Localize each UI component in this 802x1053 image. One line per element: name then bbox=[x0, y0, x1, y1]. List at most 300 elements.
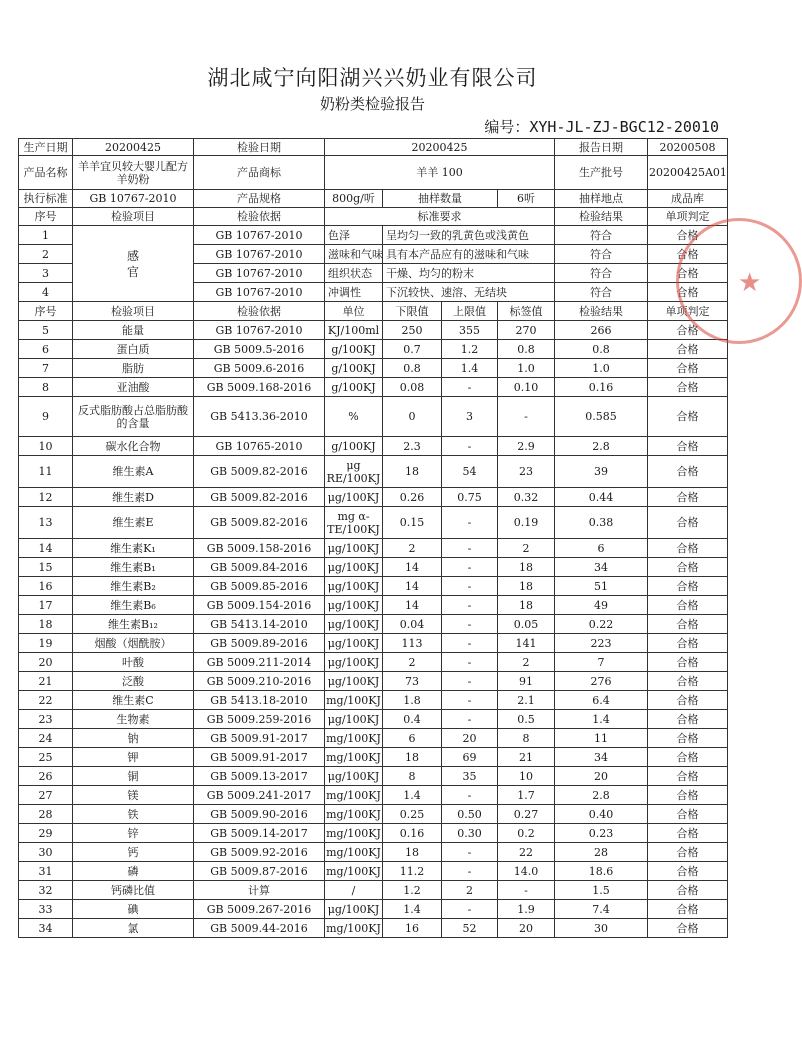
row-number: 14 bbox=[19, 539, 73, 558]
test-result: 0.22 bbox=[555, 615, 648, 634]
table-row bbox=[19, 729, 728, 748]
unit: / bbox=[325, 881, 383, 900]
test-basis: GB 5009.267-2016 bbox=[194, 900, 325, 919]
test-basis: GB 5009.91-2017 bbox=[194, 748, 325, 767]
report-title: 奶粉类检验报告 bbox=[319, 95, 425, 113]
table-row bbox=[19, 824, 728, 843]
row-number: 26 bbox=[19, 767, 73, 786]
table-row bbox=[19, 437, 728, 456]
report-date: 20200508 bbox=[648, 139, 728, 156]
table-row bbox=[19, 507, 728, 539]
judgement: 合格 bbox=[648, 767, 728, 786]
label-value: 0.2 bbox=[498, 824, 555, 843]
table-row bbox=[19, 672, 728, 691]
lower-limit: 250 bbox=[383, 321, 442, 340]
prod-date: 20200425 bbox=[73, 139, 194, 156]
row-number: 22 bbox=[19, 691, 73, 710]
table-row bbox=[19, 340, 728, 359]
test-result: 符合 bbox=[555, 226, 648, 245]
lower-limit: 14 bbox=[383, 577, 442, 596]
judgement: 合格 bbox=[648, 456, 728, 488]
row-number: 12 bbox=[19, 488, 73, 507]
row-number: 23 bbox=[19, 710, 73, 729]
unit: μg/100KJ bbox=[325, 558, 383, 577]
table-row bbox=[19, 634, 728, 653]
table-row bbox=[19, 919, 728, 938]
test-result: 0.44 bbox=[555, 488, 648, 507]
table-row bbox=[19, 748, 728, 767]
test-basis: GB 5009.87-2016 bbox=[194, 862, 325, 881]
unit: % bbox=[325, 397, 383, 437]
table-row bbox=[19, 615, 728, 634]
test-result: 51 bbox=[555, 577, 648, 596]
upper-limit: - bbox=[442, 634, 498, 653]
col-judge: 单项判定 bbox=[648, 302, 728, 321]
test-result: 11 bbox=[555, 729, 648, 748]
judgement: 合格 bbox=[648, 359, 728, 378]
col-no: 序号 bbox=[19, 302, 73, 321]
test-result: 2.8 bbox=[555, 437, 648, 456]
unit: mg/100KJ bbox=[325, 786, 383, 805]
unit: μg RE/100KJ bbox=[325, 456, 383, 488]
label-value: - bbox=[498, 397, 555, 437]
test-result: 符合 bbox=[555, 264, 648, 283]
sensory-header-row bbox=[19, 208, 728, 226]
upper-limit: - bbox=[442, 672, 498, 691]
judgement: 合格 bbox=[648, 397, 728, 437]
lower-limit: 73 bbox=[383, 672, 442, 691]
table-row bbox=[19, 767, 728, 786]
test-result: 0.16 bbox=[555, 378, 648, 397]
test-item: 泛酸 bbox=[73, 672, 194, 691]
label-value: 10 bbox=[498, 767, 555, 786]
upper-limit: 3 bbox=[442, 397, 498, 437]
standard: GB 10767-2010 bbox=[73, 190, 194, 208]
upper-limit: - bbox=[442, 539, 498, 558]
prod-date-label: 生产日期 bbox=[19, 139, 73, 156]
judgement: 合格 bbox=[648, 596, 728, 615]
lower-limit: 0.4 bbox=[383, 710, 442, 729]
test-result: 28 bbox=[555, 843, 648, 862]
label-value: 2 bbox=[498, 653, 555, 672]
label-value: 141 bbox=[498, 634, 555, 653]
test-item: 烟酸（烟酰胺） bbox=[73, 634, 194, 653]
row-number: 18 bbox=[19, 615, 73, 634]
lower-limit: 2.3 bbox=[383, 437, 442, 456]
row-number: 17 bbox=[19, 596, 73, 615]
test-basis: GB 5009.211-2014 bbox=[194, 653, 325, 672]
label-value: 1.9 bbox=[498, 900, 555, 919]
unit: mg/100KJ bbox=[325, 729, 383, 748]
spec-label: 产品规格 bbox=[194, 190, 325, 208]
judgement: 合格 bbox=[648, 437, 728, 456]
test-basis: GB 10767-2010 bbox=[194, 283, 325, 302]
requirement: 呈均匀一致的乳黄色或浅黄色 bbox=[383, 226, 555, 245]
test-basis: GB 5009.44-2016 bbox=[194, 919, 325, 938]
row-number: 16 bbox=[19, 577, 73, 596]
unit: mg/100KJ bbox=[325, 919, 383, 938]
test-basis: GB 5413.14-2010 bbox=[194, 615, 325, 634]
judgement: 合格 bbox=[648, 805, 728, 824]
test-item: 维生素C bbox=[73, 691, 194, 710]
table-row bbox=[19, 378, 728, 397]
test-result: 0.40 bbox=[555, 805, 648, 824]
upper-limit: 35 bbox=[442, 767, 498, 786]
test-result: 34 bbox=[555, 748, 648, 767]
test-basis: 计算 bbox=[194, 881, 325, 900]
test-item: 铜 bbox=[73, 767, 194, 786]
upper-limit: 69 bbox=[442, 748, 498, 767]
col-lower: 下限值 bbox=[383, 302, 442, 321]
label-value: 0.8 bbox=[498, 340, 555, 359]
table-row bbox=[19, 862, 728, 881]
table-row bbox=[19, 596, 728, 615]
lower-limit: 0.26 bbox=[383, 488, 442, 507]
upper-limit: 52 bbox=[442, 919, 498, 938]
judgement: 合格 bbox=[648, 919, 728, 938]
lower-limit: 2 bbox=[383, 653, 442, 672]
test-item: 钾 bbox=[73, 748, 194, 767]
table-row bbox=[19, 881, 728, 900]
unit: μg/100KJ bbox=[325, 710, 383, 729]
test-result: 276 bbox=[555, 672, 648, 691]
judgement: 合格 bbox=[648, 691, 728, 710]
test-item: 叶酸 bbox=[73, 653, 194, 672]
test-result: 1.4 bbox=[555, 710, 648, 729]
test-result: 0.8 bbox=[555, 340, 648, 359]
label-value: 0.32 bbox=[498, 488, 555, 507]
test-basis: GB 5009.82-2016 bbox=[194, 488, 325, 507]
sensory-attribute: 冲调性 bbox=[325, 283, 383, 302]
test-item: 脂肪 bbox=[73, 359, 194, 378]
sample-loc-label: 抽样地点 bbox=[555, 190, 648, 208]
upper-limit: 2 bbox=[442, 881, 498, 900]
col-requirement: 标准要求 bbox=[325, 208, 555, 226]
test-basis: GB 5009.6-2016 bbox=[194, 359, 325, 378]
test-basis: GB 5009.14-2017 bbox=[194, 824, 325, 843]
row-number: 9 bbox=[19, 397, 73, 437]
unit: mg/100KJ bbox=[325, 862, 383, 881]
judgement: 合格 bbox=[648, 748, 728, 767]
row-number: 34 bbox=[19, 919, 73, 938]
label-value: 0.05 bbox=[498, 615, 555, 634]
col-result: 检验结果 bbox=[555, 208, 648, 226]
requirement: 下沉较快、速溶、无结块 bbox=[383, 283, 555, 302]
test-result: 49 bbox=[555, 596, 648, 615]
lower-limit: 2 bbox=[383, 539, 442, 558]
spec: 800g/听 bbox=[325, 190, 383, 208]
unit: μg/100KJ bbox=[325, 653, 383, 672]
test-item: 钙 bbox=[73, 843, 194, 862]
test-basis: GB 5009.210-2016 bbox=[194, 672, 325, 691]
judgement: 合格 bbox=[648, 786, 728, 805]
row-number: 2 bbox=[19, 245, 73, 264]
upper-limit: - bbox=[442, 843, 498, 862]
upper-limit: 1.4 bbox=[442, 359, 498, 378]
unit: g/100KJ bbox=[325, 359, 383, 378]
judgement: 合格 bbox=[648, 843, 728, 862]
test-item: 铁 bbox=[73, 805, 194, 824]
lower-limit: 0.16 bbox=[383, 824, 442, 843]
sensory-attribute: 滋味和气味 bbox=[325, 245, 383, 264]
row-number: 8 bbox=[19, 378, 73, 397]
unit: μg/100KJ bbox=[325, 634, 383, 653]
upper-limit: - bbox=[442, 862, 498, 881]
row-number: 10 bbox=[19, 437, 73, 456]
unit: μg/100KJ bbox=[325, 615, 383, 634]
test-basis: GB 5009.92-2016 bbox=[194, 843, 325, 862]
test-basis: GB 10767-2010 bbox=[194, 321, 325, 340]
test-result: 20 bbox=[555, 767, 648, 786]
test-item: 钙磷比值 bbox=[73, 881, 194, 900]
judgement: 合格 bbox=[648, 558, 728, 577]
test-item: 碳水化合物 bbox=[73, 437, 194, 456]
label-value: - bbox=[498, 881, 555, 900]
label-value: 23 bbox=[498, 456, 555, 488]
table-row bbox=[19, 558, 728, 577]
row-number: 19 bbox=[19, 634, 73, 653]
upper-limit: - bbox=[442, 691, 498, 710]
unit: mg/100KJ bbox=[325, 691, 383, 710]
test-result: 30 bbox=[555, 919, 648, 938]
test-basis: GB 10767-2010 bbox=[194, 226, 325, 245]
row-number: 7 bbox=[19, 359, 73, 378]
row-number: 30 bbox=[19, 843, 73, 862]
table-row bbox=[19, 786, 728, 805]
row-number: 21 bbox=[19, 672, 73, 691]
judgement: 合格 bbox=[648, 710, 728, 729]
document-number bbox=[484, 116, 719, 137]
unit: μg/100KJ bbox=[325, 900, 383, 919]
lower-limit: 14 bbox=[383, 596, 442, 615]
upper-limit: 20 bbox=[442, 729, 498, 748]
unit: g/100KJ bbox=[325, 437, 383, 456]
label-value: 0.10 bbox=[498, 378, 555, 397]
table-row bbox=[19, 805, 728, 824]
sensory-group-label: 感 官 bbox=[73, 226, 194, 302]
brand-label: 产品商标 bbox=[194, 156, 325, 190]
row-number: 20 bbox=[19, 653, 73, 672]
label-value: 1.0 bbox=[498, 359, 555, 378]
seal-star-icon: ★ bbox=[738, 268, 762, 298]
test-result: 223 bbox=[555, 634, 648, 653]
table-row bbox=[19, 653, 728, 672]
upper-limit: 0.30 bbox=[442, 824, 498, 843]
upper-limit: 54 bbox=[442, 456, 498, 488]
test-result: 6 bbox=[555, 539, 648, 558]
upper-limit: - bbox=[442, 437, 498, 456]
judgement: 合格 bbox=[648, 634, 728, 653]
col-result: 检验结果 bbox=[555, 302, 648, 321]
label-value: 18 bbox=[498, 558, 555, 577]
doc-no-value: XYH-JL-ZJ-BGC12-20010 bbox=[529, 118, 719, 136]
lower-limit: 1.2 bbox=[383, 881, 442, 900]
label-value: 0.19 bbox=[498, 507, 555, 539]
unit: μg/100KJ bbox=[325, 596, 383, 615]
info-row-product bbox=[19, 156, 728, 190]
lower-limit: 14 bbox=[383, 558, 442, 577]
test-item: 磷 bbox=[73, 862, 194, 881]
judgement: 合格 bbox=[648, 321, 728, 340]
row-number: 5 bbox=[19, 321, 73, 340]
lower-limit: 18 bbox=[383, 456, 442, 488]
table-row bbox=[19, 843, 728, 862]
test-date-label: 检验日期 bbox=[194, 139, 325, 156]
test-basis: GB 10765-2010 bbox=[194, 437, 325, 456]
test-basis: GB 5009.168-2016 bbox=[194, 378, 325, 397]
table-row bbox=[19, 900, 728, 919]
lower-limit: 0.25 bbox=[383, 805, 442, 824]
info-row-standard bbox=[19, 190, 728, 208]
test-item: 生物素 bbox=[73, 710, 194, 729]
lower-limit: 16 bbox=[383, 919, 442, 938]
upper-limit: - bbox=[442, 507, 498, 539]
sample-qty: 6听 bbox=[498, 190, 555, 208]
judgement: 合格 bbox=[648, 862, 728, 881]
test-item: 碘 bbox=[73, 900, 194, 919]
test-basis: GB 5009.82-2016 bbox=[194, 456, 325, 488]
test-basis: GB 5009.82-2016 bbox=[194, 507, 325, 539]
unit: mg/100KJ bbox=[325, 843, 383, 862]
judgement: 合格 bbox=[648, 539, 728, 558]
test-basis: GB 5009.259-2016 bbox=[194, 710, 325, 729]
test-basis: GB 5009.91-2017 bbox=[194, 729, 325, 748]
table-row bbox=[19, 359, 728, 378]
lower-limit: 1.4 bbox=[383, 900, 442, 919]
requirement: 具有本产品应有的滋味和气味 bbox=[383, 245, 555, 264]
test-item: 蛋白质 bbox=[73, 340, 194, 359]
test-result: 266 bbox=[555, 321, 648, 340]
product-name-label: 产品名称 bbox=[19, 156, 73, 190]
test-basis: GB 10767-2010 bbox=[194, 245, 325, 264]
test-result: 1.0 bbox=[555, 359, 648, 378]
test-result: 2.8 bbox=[555, 786, 648, 805]
test-item: 维生素K₁ bbox=[73, 539, 194, 558]
lower-limit: 6 bbox=[383, 729, 442, 748]
label-value: 21 bbox=[498, 748, 555, 767]
lower-limit: 0.8 bbox=[383, 359, 442, 378]
test-item: 氯 bbox=[73, 919, 194, 938]
col-no: 序号 bbox=[19, 208, 73, 226]
doc-no-label: 编号： bbox=[484, 118, 530, 136]
row-number: 15 bbox=[19, 558, 73, 577]
test-basis: GB 5009.241-2017 bbox=[194, 786, 325, 805]
unit: KJ/100ml bbox=[325, 321, 383, 340]
judgement: 合格 bbox=[648, 824, 728, 843]
sample-loc: 成品库 bbox=[648, 190, 728, 208]
sensory-attribute: 色泽 bbox=[325, 226, 383, 245]
test-result: 39 bbox=[555, 456, 648, 488]
col-item: 检验项目 bbox=[73, 302, 194, 321]
unit: μg/100KJ bbox=[325, 577, 383, 596]
lower-limit: 1.8 bbox=[383, 691, 442, 710]
test-basis: GB 10767-2010 bbox=[194, 264, 325, 283]
label-value: 20 bbox=[498, 919, 555, 938]
row-number: 32 bbox=[19, 881, 73, 900]
unit: mg/100KJ bbox=[325, 824, 383, 843]
upper-limit: - bbox=[442, 558, 498, 577]
upper-limit: - bbox=[442, 596, 498, 615]
test-item: 能量 bbox=[73, 321, 194, 340]
lower-limit: 0.04 bbox=[383, 615, 442, 634]
col-judgement: 单项判定 bbox=[648, 208, 728, 226]
unit: μg/100KJ bbox=[325, 539, 383, 558]
label-value: 0.5 bbox=[498, 710, 555, 729]
test-basis: GB 5009.158-2016 bbox=[194, 539, 325, 558]
test-basis: GB 5009.84-2016 bbox=[194, 558, 325, 577]
items-header-row bbox=[19, 302, 728, 321]
label-value: 2.9 bbox=[498, 437, 555, 456]
lower-limit: 8 bbox=[383, 767, 442, 786]
judgement: 合格 bbox=[648, 283, 728, 302]
lower-limit: 11.2 bbox=[383, 862, 442, 881]
unit: mg α-TE/100KJ bbox=[325, 507, 383, 539]
upper-limit: - bbox=[442, 577, 498, 596]
test-item: 维生素B₁₂ bbox=[73, 615, 194, 634]
test-item: 锌 bbox=[73, 824, 194, 843]
upper-limit: - bbox=[442, 615, 498, 634]
row-number: 31 bbox=[19, 862, 73, 881]
judgement: 合格 bbox=[648, 881, 728, 900]
upper-limit: - bbox=[442, 378, 498, 397]
row-number: 3 bbox=[19, 264, 73, 283]
row-number: 29 bbox=[19, 824, 73, 843]
upper-limit: - bbox=[442, 900, 498, 919]
lower-limit: 0.15 bbox=[383, 507, 442, 539]
sample-qty-label: 抽样数量 bbox=[383, 190, 498, 208]
label-value: 91 bbox=[498, 672, 555, 691]
unit: g/100KJ bbox=[325, 340, 383, 359]
test-result: 34 bbox=[555, 558, 648, 577]
table-row bbox=[19, 488, 728, 507]
test-item: 维生素B₁ bbox=[73, 558, 194, 577]
upper-limit: - bbox=[442, 786, 498, 805]
test-item: 亚油酸 bbox=[73, 378, 194, 397]
row-number: 4 bbox=[19, 283, 73, 302]
upper-limit: 0.50 bbox=[442, 805, 498, 824]
upper-limit: 1.2 bbox=[442, 340, 498, 359]
col-item: 检验项目 bbox=[73, 208, 194, 226]
row-number: 6 bbox=[19, 340, 73, 359]
label-value: 2.1 bbox=[498, 691, 555, 710]
test-item: 维生素D bbox=[73, 488, 194, 507]
unit: μg/100KJ bbox=[325, 488, 383, 507]
company-name: 湖北咸宁向阳湖兴兴奶业有限公司 bbox=[207, 66, 538, 90]
judgement: 合格 bbox=[648, 653, 728, 672]
row-number: 11 bbox=[19, 456, 73, 488]
unit: mg/100KJ bbox=[325, 805, 383, 824]
col-unit: 单位 bbox=[325, 302, 383, 321]
table-row bbox=[19, 456, 728, 488]
test-result: 0.585 bbox=[555, 397, 648, 437]
product-name: 羊羊宜贝较大婴儿配方羊奶粉 bbox=[73, 156, 194, 190]
test-basis: GB 5009.13-2017 bbox=[194, 767, 325, 786]
test-basis: GB 5413.36-2010 bbox=[194, 397, 325, 437]
test-result: 18.6 bbox=[555, 862, 648, 881]
test-result: 6.4 bbox=[555, 691, 648, 710]
table-row bbox=[19, 691, 728, 710]
col-upper: 上限值 bbox=[442, 302, 498, 321]
test-result: 符合 bbox=[555, 245, 648, 264]
test-item: 维生素E bbox=[73, 507, 194, 539]
test-item: 维生素B₂ bbox=[73, 577, 194, 596]
test-item: 镁 bbox=[73, 786, 194, 805]
judgement: 合格 bbox=[648, 729, 728, 748]
test-result: 0.38 bbox=[555, 507, 648, 539]
label-value: 22 bbox=[498, 843, 555, 862]
test-item: 维生素A bbox=[73, 456, 194, 488]
test-result: 1.5 bbox=[555, 881, 648, 900]
